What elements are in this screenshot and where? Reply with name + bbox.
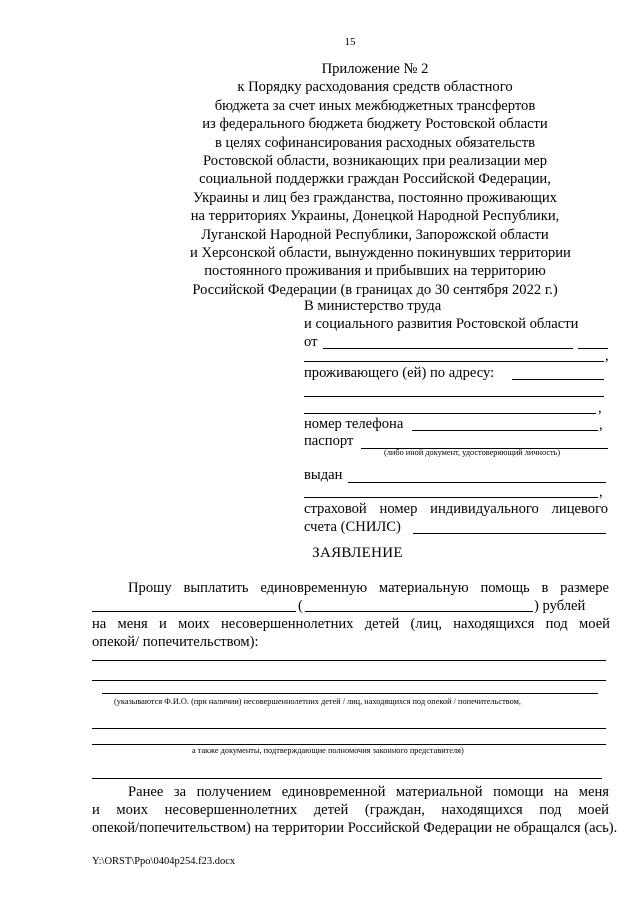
appendix-line: постоянного проживания и прибывших на территорию [204, 263, 546, 280]
snils-label: страховой номер индивидуального лицевого [304, 501, 608, 517]
statement-line-2: и моих несовершеннолетних детей (граждан, находящихся под моей [92, 802, 609, 818]
phone-label: номер телефона [304, 416, 404, 432]
appendix-line: бюджета за счет иных межбюджетных трансфертов [214, 97, 536, 114]
phone-field[interactable] [412, 430, 598, 431]
file-path-footer: Y:\ORST\Ppo\0404p254.f23.docx [92, 856, 236, 867]
documents-hint: а также документы, подтверждающие полномочия законного представителя) [192, 746, 464, 755]
comma: , [605, 348, 609, 364]
address-field-1[interactable] [512, 379, 604, 380]
statement-line-3: опекой/попечительством) на территории Российской Федерации не обращался (ась). [92, 820, 618, 836]
currency-label: ) рублей [534, 598, 586, 614]
children-field-2[interactable] [92, 680, 606, 681]
request-line-3: на меня и моих несовершеннолетних детей (лиц, находящихся под моей [92, 616, 610, 632]
addressee-ministry-2: и социального развития Ростовской области [304, 316, 579, 332]
appendix-line: социальной поддержки граждан Российской Федерации, [199, 171, 551, 188]
appendix-header [190, 60, 571, 299]
issued-field-2[interactable] [304, 497, 598, 498]
children-hint: (указываются Ф.И.О. (при наличии) несовершеннолетних детей / лиц, находящихся под опекой / попечительством, [114, 697, 521, 706]
page-number: 15 [344, 36, 356, 48]
children-field-1[interactable] [92, 660, 606, 661]
address-field-2[interactable] [304, 396, 604, 397]
comma: , [599, 417, 603, 433]
open-paren: ( [298, 598, 303, 614]
from-label: от [304, 334, 318, 350]
appendix-line: в целях софинансирования расходных обязательств [214, 134, 536, 151]
residing-label: проживающего (ей) по адресу: [304, 365, 495, 381]
appendix-line: Российской Федерации (в границах до 30 сентября 2022 г.) [192, 281, 558, 298]
from-name-field[interactable] [323, 348, 573, 349]
snils-field[interactable] [413, 533, 606, 534]
comma: , [598, 400, 602, 416]
children-field-6[interactable] [92, 778, 602, 779]
children-field-5[interactable] [92, 744, 606, 745]
addressee-ministry: В министерство труда [304, 298, 442, 314]
document-title: ЗАЯВЛЕНИЕ [312, 545, 403, 561]
amount-number-field[interactable] [92, 611, 296, 612]
request-line-4: опекой/ попечительством): [92, 634, 259, 650]
appendix-line: из федерального бюджета бюджету Ростовской области [202, 116, 548, 133]
appendix-line: Украины и лиц без гражданства, постоянно проживающих [193, 189, 557, 206]
appendix-line: Приложение № 2 [321, 61, 429, 77]
issued-field[interactable] [348, 482, 606, 483]
passport-hint: (либо иной документ, удостоверяющий личность) [384, 448, 561, 457]
request-line-1: Прошу выплатить единовременную материальную помощь в размере [128, 580, 609, 596]
passport-label: паспорт [304, 433, 354, 449]
snils-label-2: счета (СНИЛС) [304, 519, 401, 535]
statement-line-1: Ранее за получением единовременной материальной помощи на меня [128, 784, 609, 800]
address-field-3[interactable] [304, 413, 596, 414]
amount-words-field[interactable] [305, 611, 533, 612]
appendix-line: и Херсонской области, вынужденно покинувших территории [190, 245, 571, 262]
comma: , [599, 484, 603, 500]
from-name-field-2[interactable] [304, 361, 604, 362]
from-name-field-tail[interactable] [578, 348, 608, 349]
issued-label: выдан [304, 467, 343, 483]
appendix-line: Ростовской области, возникающих при реализации мер [202, 153, 548, 170]
children-field-4[interactable] [92, 728, 606, 729]
appendix-line: на территориях Украины, Донецкой Народной Республики, [190, 208, 560, 225]
children-field-3[interactable] [102, 693, 598, 694]
appendix-line: Луганской Народной Республики, Запорожской области [201, 226, 549, 243]
appendix-line: к Порядку расходования средств областного [237, 79, 513, 96]
